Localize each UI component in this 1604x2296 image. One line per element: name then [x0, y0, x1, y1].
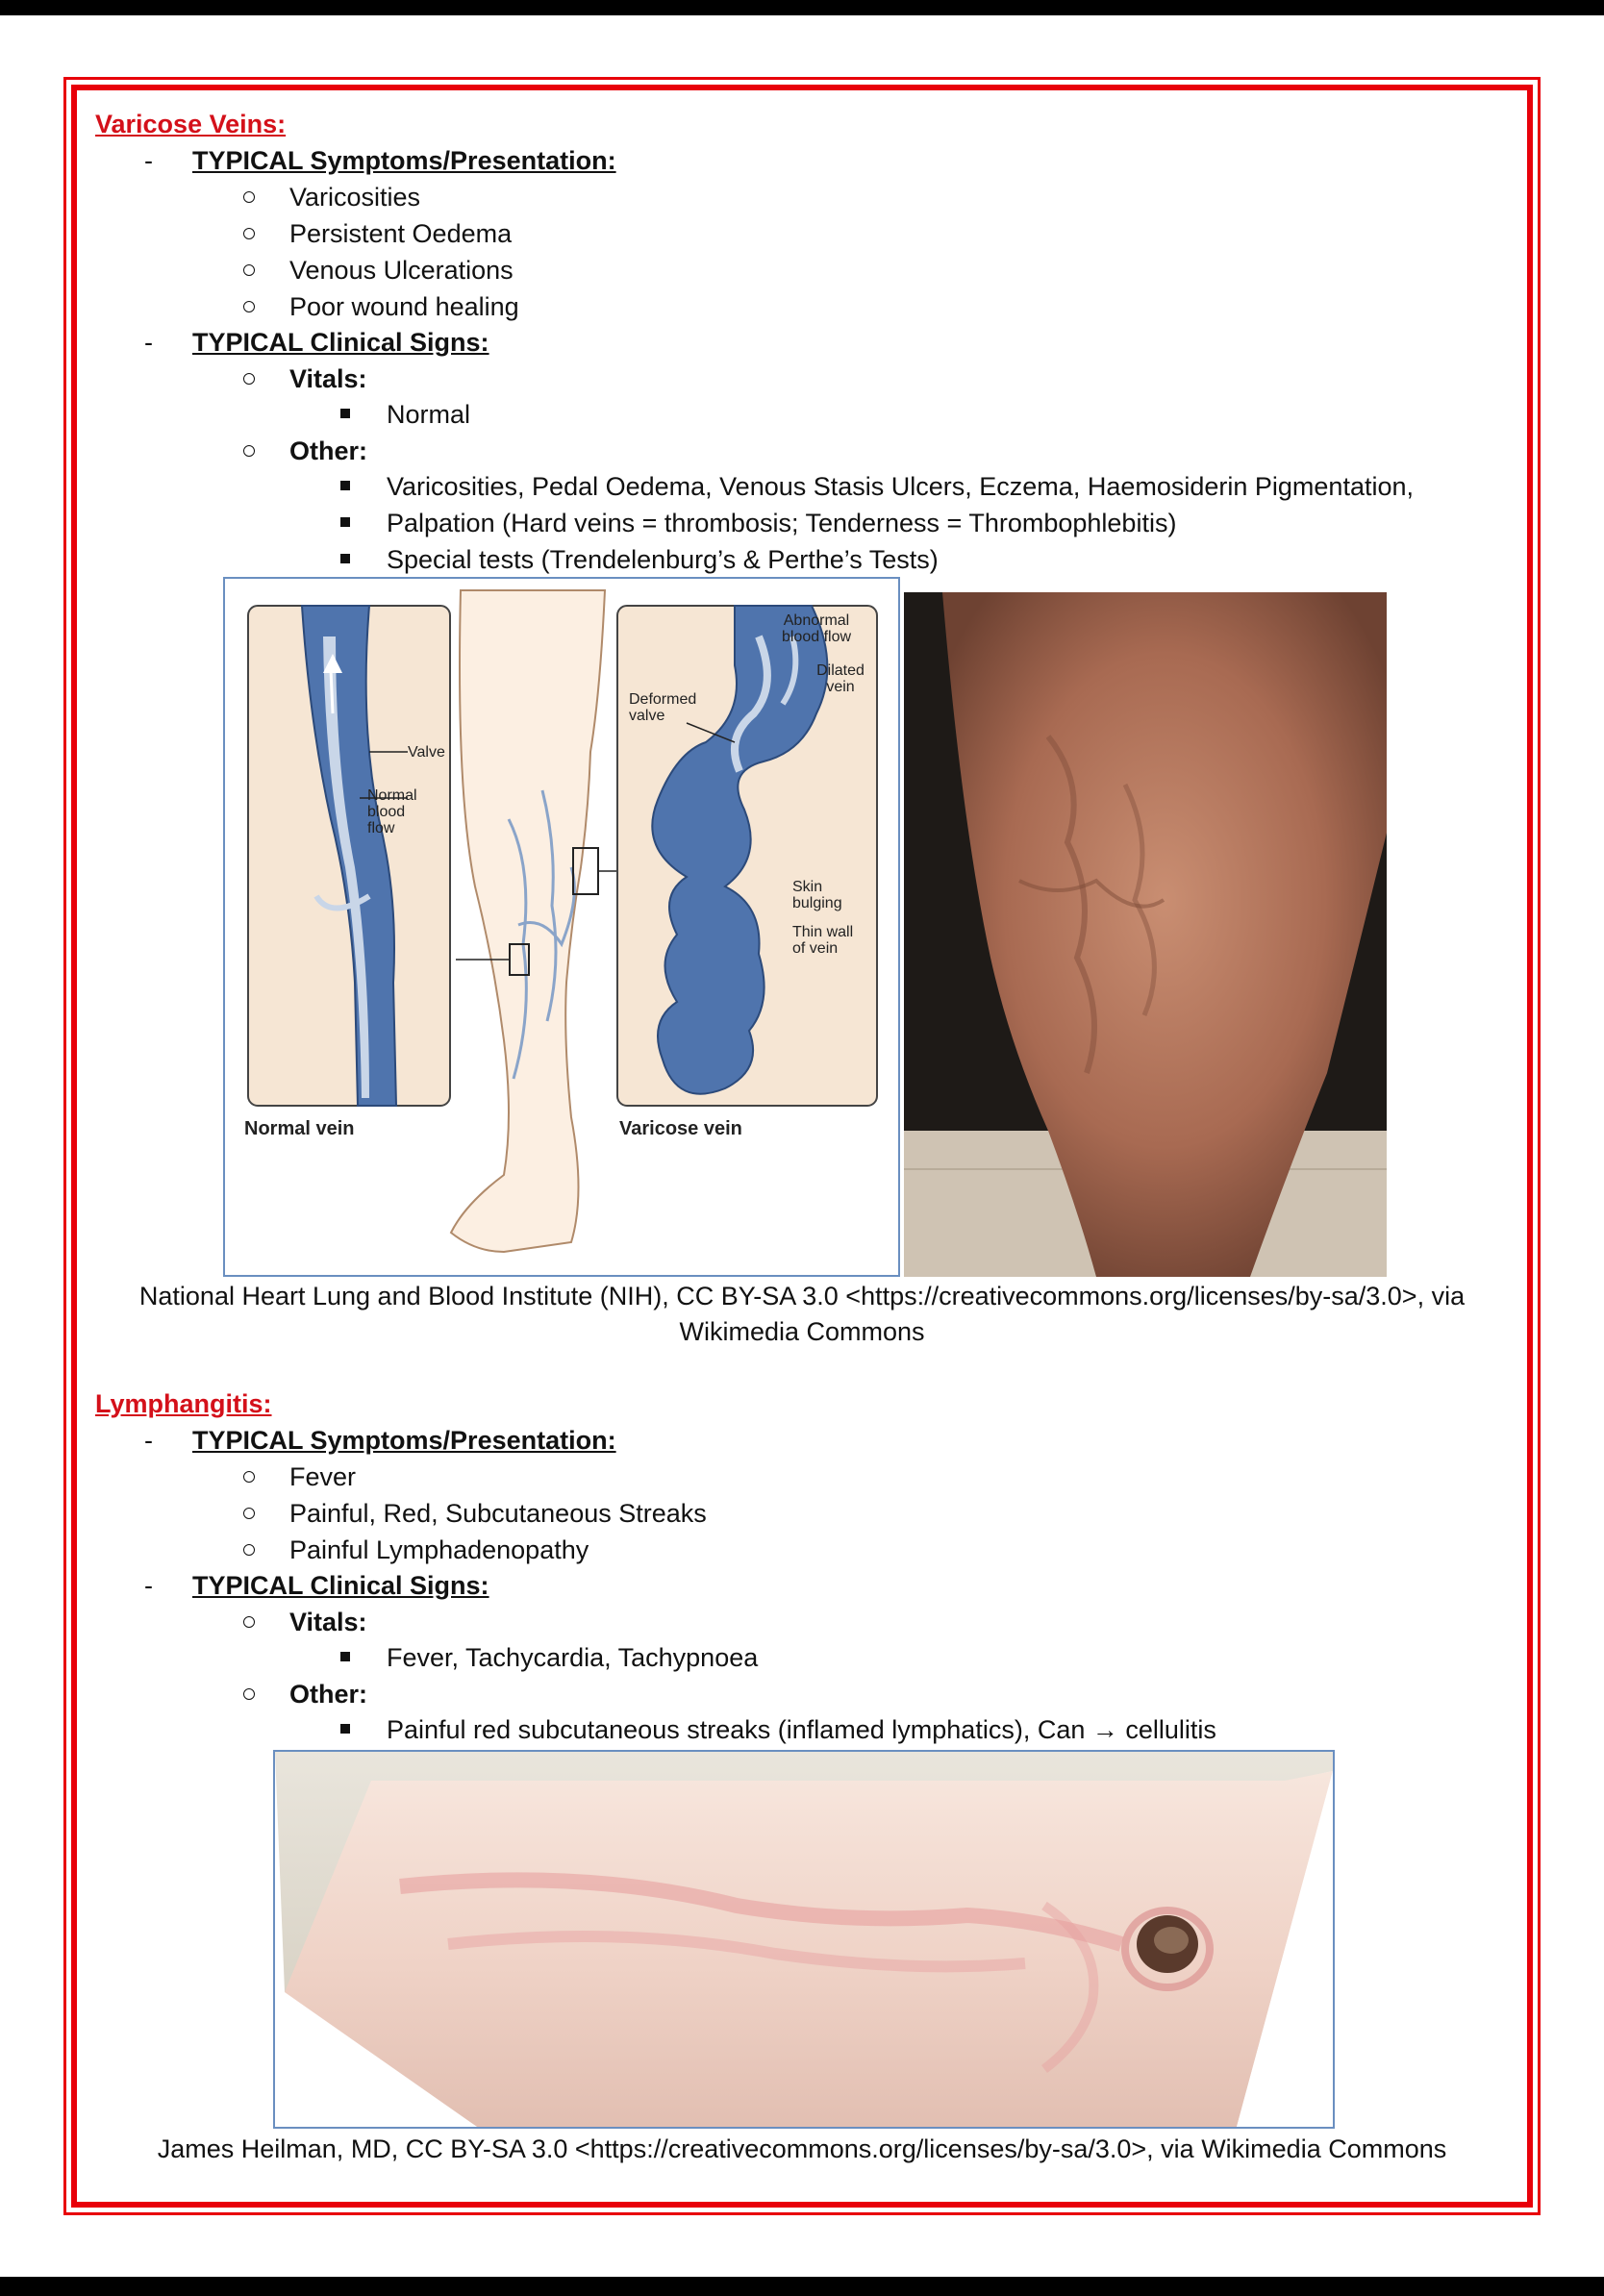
lymph-symptom: Painful Lymphadenopathy	[289, 1535, 589, 1564]
varicose-other-item: Palpation (Hard veins = thrombosis; Tenderness = Thrombophlebitis)	[387, 509, 1177, 537]
varicose-other-item: Varicosities, Pedal Oedema, Venous Stasis Ulcers, Eczema, Haemosiderin Pigmentation,	[387, 472, 1414, 501]
varicose-symptom: Poor wound healing	[289, 292, 519, 321]
label-normal-flow: Normal	[367, 787, 417, 804]
bullet-dash: -	[144, 146, 153, 175]
varicose-caption-line1: National Heart Lung and Blood Institute (NIH), CC BY-SA 3.0 <https://creativecommons.org/licenses/by-sa/3.0>, via	[138, 1282, 1466, 1310]
varicose-title: Varicose Veins:	[95, 110, 287, 138]
bullet-square	[340, 517, 350, 527]
bullet-dash: -	[144, 328, 153, 357]
svg-text:Abnormalblood flow	[782, 612, 851, 645]
label-deformed-valve: Deformed	[629, 691, 697, 708]
lymph-other-label: Other:	[289, 1680, 367, 1709]
bullet-square	[340, 481, 350, 490]
arm-photo-drawing	[275, 1752, 1333, 2127]
label-normal-vein: Normal vein	[244, 1118, 355, 1139]
label-varicose-vein: Varicose vein	[619, 1118, 742, 1139]
bullet-circle	[243, 1544, 255, 1556]
bullet-square	[340, 1724, 350, 1734]
bullet-circle	[243, 191, 255, 203]
varicose-caption-line2: Wikimedia Commons	[679, 1317, 925, 1346]
bullet-circle	[243, 1471, 255, 1483]
label-deformed-valve: valve	[629, 708, 665, 724]
varicose-vitals-label: Vitals:	[289, 364, 367, 393]
label-skin-bulging: bulging	[792, 895, 842, 911]
bullet-square	[340, 1652, 350, 1661]
lymph-caption: James Heilman, MD, CC BY-SA 3.0 <https://creativecommons.org/licenses/by-sa/3.0>, via Wikimedia Commons	[157, 2134, 1447, 2163]
label-thin-wall: Thin wall	[792, 924, 854, 940]
lymph-signs-heading: TYPICAL Clinical Signs:	[192, 1571, 489, 1600]
label-dilated-vein: vein	[826, 679, 855, 695]
bullet-square	[340, 554, 350, 563]
varicose-leg-photo	[904, 592, 1387, 1277]
bullet-circle	[243, 1688, 255, 1700]
bullet-circle	[243, 228, 255, 239]
leg-photo-drawing	[904, 592, 1387, 1277]
vein-diagram-figure	[223, 577, 900, 1277]
lymph-symptoms-heading: TYPICAL Symptoms/Presentation:	[192, 1426, 616, 1455]
lymph-symptom: Painful, Red, Subcutaneous Streaks	[289, 1499, 707, 1528]
bullet-dash: -	[144, 1426, 153, 1455]
varicose-other-item: Special tests (Trendelenburg’s & Perthe’s Tests)	[387, 545, 939, 574]
vein-diagram	[225, 579, 898, 1275]
bullet-circle	[243, 373, 255, 385]
varicose-symptom: Varicosities	[289, 183, 421, 212]
bullet-circle	[243, 1508, 255, 1519]
bullet-circle	[243, 301, 255, 312]
bottom-black-bar	[0, 2277, 1604, 2296]
label-normal-flow: blood	[367, 804, 406, 820]
label-valve: Valve	[408, 744, 445, 761]
lymph-other-item: Painful red subcutaneous streaks (inflamed lymphatics), Can → cellulitis	[387, 1715, 1216, 1744]
bullet-dash: -	[144, 1571, 153, 1600]
lymph-vitals-label: Vitals:	[289, 1608, 367, 1636]
bullet-circle	[243, 445, 255, 457]
varicose-symptom: Venous Ulcerations	[289, 256, 514, 285]
bullet-circle	[243, 1616, 255, 1628]
bullet-circle	[243, 264, 255, 276]
label-dilated-vein: Dilated	[816, 662, 865, 679]
varicose-vitals-item: Normal	[387, 400, 471, 429]
lymph-title: Lymphangitis:	[95, 1389, 272, 1418]
label-abnormal-flow: blood flow	[781, 629, 852, 645]
top-black-bar	[0, 0, 1604, 15]
varicose-symptom: Persistent Oedema	[289, 219, 513, 248]
bullet-square	[340, 409, 350, 418]
label-abnormal-flow: Abnormal	[783, 612, 850, 629]
varicose-signs-heading: TYPICAL Clinical Signs:	[192, 328, 489, 357]
varicose-other-label: Other:	[289, 437, 367, 465]
label-thin-wall: of vein	[792, 940, 839, 957]
lymphangitis-arm-photo	[273, 1750, 1335, 2129]
lymph-vitals-item: Fever, Tachycardia, Tachypnoea	[387, 1643, 759, 1672]
label-skin-bulging: Skin	[792, 879, 823, 895]
lymph-symptom: Fever	[289, 1462, 357, 1491]
label-normal-flow: flow	[367, 820, 395, 836]
varicose-symptoms-heading: TYPICAL Symptoms/Presentation:	[192, 146, 616, 175]
